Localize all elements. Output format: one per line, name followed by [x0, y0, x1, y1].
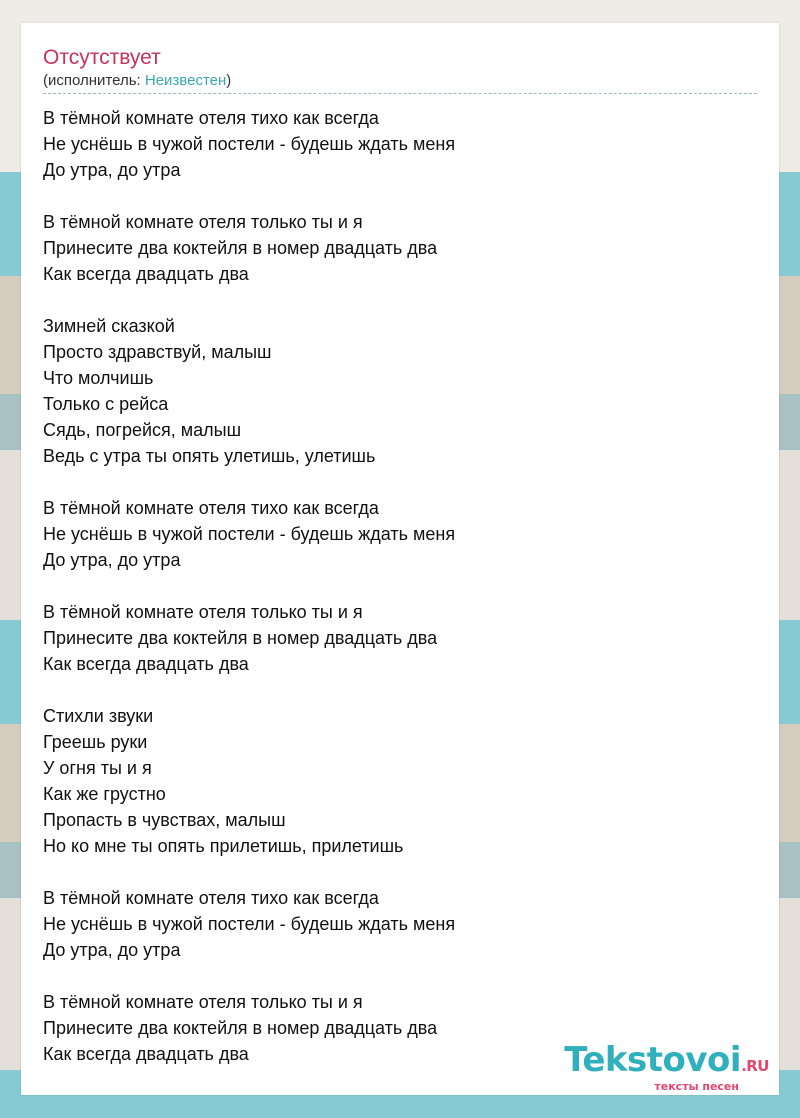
lyric-line — [43, 859, 743, 885]
title-divider — [43, 93, 757, 94]
logo-tld: .RU — [741, 1057, 769, 1075]
logo-text: Tekstovoi — [564, 1040, 742, 1080]
lyric-line: В тёмной комнате отеля тихо как всегда — [43, 888, 379, 908]
artist-suffix: ) — [226, 72, 232, 89]
lyric-line — [43, 469, 743, 495]
lyric-line: Но ко мне ты опять прилетишь, прилетишь — [43, 836, 404, 856]
lyric-line: До утра, до утра — [43, 940, 181, 960]
song-title: Отсутствует — [43, 46, 161, 69]
lyric-line: Не уснёшь в чужой постели - будешь ждать меня — [43, 524, 456, 544]
lyric-line: Как всегда двадцать два — [43, 654, 249, 674]
lyric-line: Как же грустно — [43, 784, 166, 804]
lyric-line: В тёмной комнате отеля только ты и я — [43, 992, 363, 1012]
lyric-line: Греешь руки — [43, 732, 148, 752]
artist-line — [43, 72, 231, 90]
lyric-line: Не уснёшь в чужой постели - будешь ждать меня — [43, 914, 456, 934]
lyric-line: Что молчишь — [43, 368, 154, 388]
lyric-line: Принесите два коктейля в номер двадцать два — [43, 628, 438, 648]
lyrics-sheet — [21, 23, 779, 1095]
lyric-line: Зимней сказкой — [43, 316, 175, 336]
lyric-line — [43, 287, 743, 313]
lyric-line: В тёмной комнате отеля только ты и я — [43, 602, 363, 622]
lyric-line: В тёмной комнате отеля тихо как всегда — [43, 498, 379, 518]
lyric-line — [43, 573, 743, 599]
lyric-line: Как всегда двадцать два — [43, 1044, 249, 1064]
lyric-line — [43, 183, 743, 209]
lyric-line: В тёмной комнате отеля только ты и я — [43, 212, 363, 232]
lyrics-body — [43, 105, 743, 1067]
lyric-line: Как всегда двадцать два — [43, 264, 249, 284]
lyric-line: Стихли звуки — [43, 706, 154, 726]
lyric-line — [43, 963, 743, 989]
lyric-line: Просто здравствуй, малыш — [43, 342, 272, 362]
lyric-line: Принесите два коктейля в номер двадцать два — [43, 238, 438, 258]
lyric-line: Ведь с утра ты опять улетишь, улетишь — [43, 446, 376, 466]
logo-tagline: тексты песен — [654, 1080, 739, 1093]
artist-prefix: (исполнитель: — [43, 72, 145, 89]
lyric-line: Пропасть в чувствах, малыш — [43, 810, 286, 830]
lyric-line: Только с рейса — [43, 394, 169, 414]
artist-link[interactable]: Неизвестен — [144, 72, 227, 89]
lyric-line — [43, 677, 743, 703]
lyric-line: До утра, до утра — [43, 550, 181, 570]
lyric-line: Принесите два коктейля в номер двадцать два — [43, 1018, 438, 1038]
lyric-line: До утра, до утра — [43, 160, 181, 180]
lyric-line: Сядь, погрейся, малыш — [43, 420, 242, 440]
lyric-line: В тёмной комнате отеля тихо как всегда — [43, 108, 379, 128]
lyric-line: Не уснёшь в чужой постели - будешь ждать меня — [43, 134, 456, 154]
lyric-line: У огня ты и я — [43, 758, 152, 778]
site-logo[interactable] — [564, 1042, 769, 1093]
